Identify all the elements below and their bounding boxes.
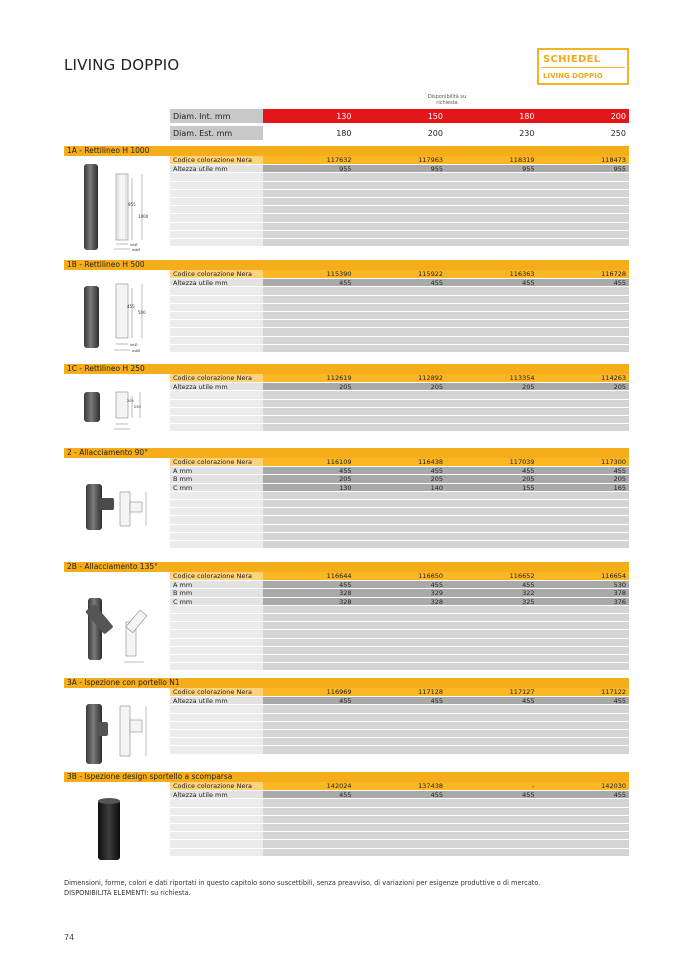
section-2 [64,448,629,558]
table-cell: 322 [522,589,535,598]
table-cell: 140 [430,483,443,492]
table-row [170,572,629,580]
table-cell: 112619 [326,374,352,382]
row-label [170,647,263,654]
row-label [170,416,263,423]
page-title: LIVING DOPPIO [64,56,180,74]
section-title: 2 - Allacciamento 90° [64,448,629,458]
row-label: Codice colorazione Nera [170,270,263,278]
table-cell: 455 [522,279,535,288]
table-cell: 137438 [418,782,443,790]
table-row [170,164,629,172]
row-label [170,622,263,629]
internal-diameter-row [170,109,629,123]
logo-divider [541,67,625,68]
table-cell: 455 [339,279,352,288]
table-cell: 455 [430,279,443,288]
table-row [170,458,629,466]
table-cell: 955 [522,165,535,174]
table-cell: 205 [430,475,443,484]
row-label [170,516,263,523]
table-row [170,688,629,696]
row-label [170,816,263,823]
pipe-photo [84,164,98,250]
table-cell: 118473 [601,156,626,164]
row-label [170,345,263,352]
spec-table [170,572,629,670]
dim-label: estØ [132,349,141,353]
table-cell: 328 [339,597,352,606]
row-label [170,391,263,398]
row-label: B mm [170,475,263,482]
table-row [170,483,629,491]
page-number: 74 [64,933,75,942]
row-label: Altezza utile mm [170,279,263,286]
row-label: Altezza utile mm [170,791,263,798]
table-cell: 455 [339,581,352,590]
spec-table [170,156,629,246]
row-label [170,328,263,335]
pipe-photo [84,392,100,422]
row-label: Altezza utile mm [170,697,263,704]
table-cell: 455 [430,697,443,706]
section-1b [64,260,629,358]
dim-label: 250 [134,405,141,409]
row-label: C mm [170,598,263,605]
row-label [170,206,263,213]
table-cell: - [532,782,535,790]
table-cell: 955 [430,165,443,174]
dim-label: 205 [127,399,134,403]
row-label [170,304,263,311]
design-inspection-drawing [64,786,168,862]
row-label [170,312,263,319]
table-row [170,597,629,605]
table-cell: 205 [613,475,626,484]
external-diameter-label: Diam. Est. mm [170,126,263,140]
external-diameter-value: 230 [519,128,535,138]
table-cell: 116728 [601,270,626,278]
row-label: Codice colorazione Nera [170,156,263,164]
row-label [170,746,263,753]
table-cell: 113354 [509,374,535,382]
section-3b [64,772,629,864]
table-cell: 116438 [418,458,443,466]
row-label [170,337,263,344]
pipe-photo [84,286,99,348]
table-cell: 118319 [509,156,535,164]
section-title: 2B - Allacciamento 135° [64,562,629,572]
dim-label: intØ [130,343,138,347]
availability-value: su richiesta. [150,889,191,897]
dim-label: intØ [130,243,138,247]
row-label [170,849,263,856]
table-row [170,782,629,790]
section-title: 1B - Rettilineo H 500 [64,260,629,270]
table-row [170,156,629,164]
row-label: Codice colorazione Nera [170,458,263,466]
row-label [170,614,263,621]
inspection-door-drawing [64,692,168,768]
table-cell: 329 [430,589,443,598]
table-cell: 955 [339,165,352,174]
table-cell: 117632 [326,156,352,164]
table-row [170,588,629,596]
row-label [170,173,263,180]
dim-label: 500 [138,310,146,315]
internal-diameter-value: 130 [336,111,352,121]
table-cell: 455 [522,697,535,706]
row-label [170,287,263,294]
spec-table [170,458,629,548]
table-cell: 455 [613,467,626,476]
table-cell: 455 [339,467,352,476]
table-cell: 455 [613,791,626,800]
external-diameter-value: 250 [610,128,626,138]
table-row [170,466,629,474]
row-label [170,525,263,532]
section-title: 3A - Ispezione con portello N1 [64,678,629,688]
table-row [170,474,629,482]
row-label [170,541,263,548]
straight-pipe-500-drawing [64,274,168,358]
row-label: Altezza utile mm [170,383,263,390]
table-cell: 378 [613,589,626,598]
straight-pipe-1000-drawing [64,160,168,252]
row-label [170,714,263,721]
table-cell: 117128 [418,688,443,696]
row-label: Codice colorazione Nera [170,572,263,580]
row-label [170,722,263,729]
external-diameter-value: 180 [336,128,352,138]
table-cell: 455 [522,581,535,590]
row-label [170,840,263,847]
internal-diameter-value: 180 [519,111,535,121]
table-cell: 130 [339,483,352,492]
straight-pipe-250-drawing [64,378,168,438]
section-title: 1C - Rettilineo H 250 [64,364,629,374]
row-label: A mm [170,581,263,588]
table-cell: 117963 [418,156,443,164]
row-label: Codice colorazione Nera [170,688,263,696]
internal-diameter-value: 200 [610,111,626,121]
table-cell: 142030 [601,782,626,790]
row-label [170,424,263,431]
row-label [170,630,263,637]
row-label [170,606,263,613]
row-label [170,705,263,712]
table-cell: 205 [522,475,535,484]
table-cell: 205 [339,383,352,392]
table-cell: 155 [522,483,535,492]
table-cell: 530 [613,581,626,590]
table-cell: 328 [430,597,443,606]
row-label [170,500,263,507]
table-cell: 455 [522,791,535,800]
spec-table [170,782,629,856]
schiedel-logo [537,48,629,85]
table-cell: 116652 [509,572,535,580]
table-cell: 165 [613,483,626,492]
row-label [170,198,263,205]
row-label [170,508,263,515]
table-cell: 117122 [601,688,626,696]
table-cell: 205 [430,383,443,392]
row-label [170,730,263,737]
row-label: Altezza utile mm [170,165,263,172]
table-cell: 114263 [601,374,626,382]
table-cell: 205 [339,475,352,484]
section-title: 3B - Ispezione design sportello a scomparsa [64,772,629,782]
row-label: B mm [170,589,263,596]
external-diameter-row [170,126,629,140]
table-cell: 455 [522,467,535,476]
row-label: C mm [170,484,263,491]
table-row [170,580,629,588]
row-label [170,799,263,806]
row-label [170,408,263,415]
row-label [170,808,263,815]
table-cell: 142024 [326,782,352,790]
dim-label: 1000 [138,214,149,219]
row-label [170,190,263,197]
table-cell: 117300 [601,458,626,466]
footer-note: Dimensioni, forme, colori e dati riportati in questo capitolo sono suscettibili, senza preavviso, di variazioni per esigenze produttive o di mercato. [64,879,541,887]
table-cell: 116650 [418,572,443,580]
row-label [170,223,263,230]
footer-availability [64,888,540,898]
row-label [170,639,263,646]
table-row [170,270,629,278]
table-cell: 117127 [509,688,535,696]
table-cell: 455 [339,697,352,706]
table-cell: 955 [613,165,626,174]
table-cell: 455 [430,581,443,590]
row-label [170,239,263,246]
row-label [170,320,263,327]
row-label [170,492,263,499]
internal-diameter-label: Diam. Int. mm [170,109,263,123]
row-label [170,655,263,662]
tee-135-drawing [64,576,168,672]
table-cell: 455 [613,697,626,706]
spec-table [170,374,629,431]
table-row [170,790,629,798]
table-cell: 117039 [509,458,535,466]
internal-diameter-value: 150 [427,111,443,121]
table-cell: 112892 [418,374,443,382]
table-cell: 376 [613,597,626,606]
table-cell: 455 [430,467,443,476]
table-cell: 116969 [326,688,352,696]
table-cell: 455 [430,791,443,800]
table-cell: 325 [522,597,535,606]
external-diameter-value: 200 [427,128,443,138]
row-label [170,182,263,189]
logo-product: LIVING DOPPIO [543,72,603,80]
row-label: Codice colorazione Nera [170,374,263,382]
table-cell: 115390 [326,270,352,278]
table-cell: 116109 [326,458,352,466]
table-cell: 455 [613,279,626,288]
table-row [170,374,629,382]
section-1c [64,364,629,442]
row-label [170,533,263,540]
table-cell: 116363 [509,270,535,278]
table-row [170,382,629,390]
row-label [170,296,263,303]
section-1a [64,146,629,254]
table-row [170,278,629,286]
table-row [170,696,629,704]
footer-notes [64,878,540,898]
section-2b [64,562,629,676]
inspection-photo [98,800,120,860]
row-label [170,663,263,670]
row-label: A mm [170,467,263,474]
row-label [170,231,263,238]
tee-90-drawing [64,462,168,542]
availability-label: DISPONIBILITÀ ELEMENTI: [64,889,149,897]
availability-note: Disponibilità su richiesta [427,94,467,106]
table-cell: 115922 [418,270,443,278]
dim-label: 955 [128,202,136,207]
dim-label: 455 [127,304,135,309]
row-label [170,400,263,407]
logo-brand: SCHIEDEL [543,54,601,65]
row-label [170,738,263,745]
spec-table [170,270,629,352]
section-title: 1A - Rettilineo H 1000 [64,146,629,156]
spec-table [170,688,629,754]
row-label [170,824,263,831]
row-label [170,832,263,839]
section-3a [64,678,629,768]
table-cell: 116644 [326,572,352,580]
row-label [170,214,263,221]
table-cell: 116654 [601,572,626,580]
dim-label: estØ [132,248,141,252]
table-cell: 455 [339,791,352,800]
table-cell: 205 [522,383,535,392]
table-cell: 205 [613,383,626,392]
row-label: Codice colorazione Nera [170,782,263,790]
table-cell: 328 [339,589,352,598]
